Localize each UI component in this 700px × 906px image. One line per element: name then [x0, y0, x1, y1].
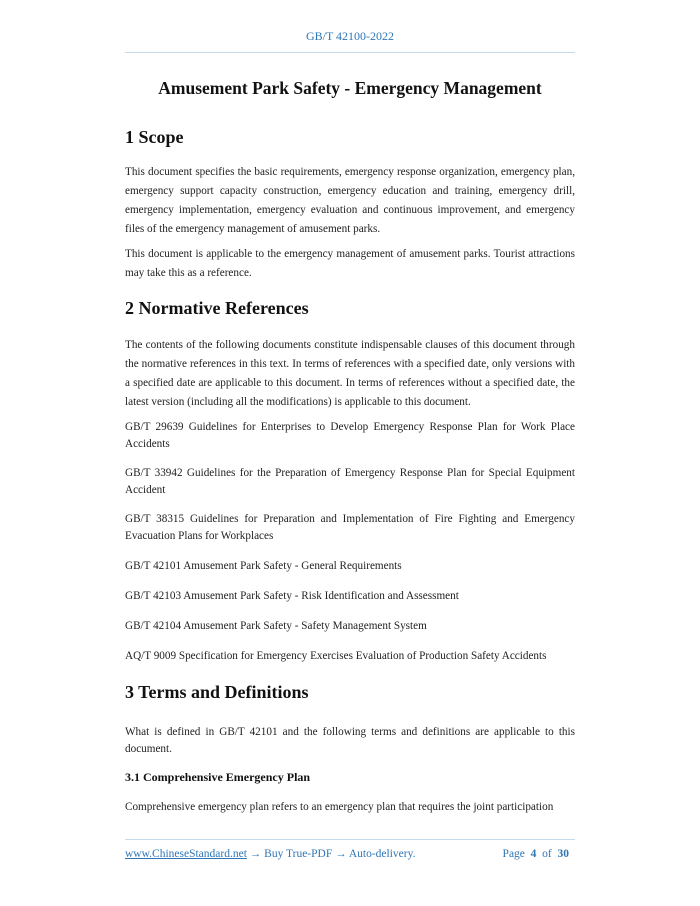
section-heading-normative-references: 2 Normative References — [125, 298, 309, 318]
header-doc-id: GB/T 42100-2022 — [305, 29, 395, 43]
paragraph: This document specifies the basic requirements, emergency response organization, emergency plan, emergency support capacity construction, emergency education and training, emergency drill, emergency implementation, emergency evaluation and continuous improvement, and emergency files of the emergency management of amusement parks. — [125, 166, 575, 235]
paragraph: The contents of the following documents constitute indispensable clauses of this document through the normative references in this text. In terms of references with a specified date, only versions with a specified date are applicable to this document. In terms of references without a specified date, the latest version (including all the modifications) is applicable to this document. — [125, 339, 575, 408]
footer-link[interactable]: www.ChineseStandard.net — [125, 848, 247, 860]
page-label: Page — [502, 848, 525, 860]
paragraph: This document is applicable to the emergency management of amusement parks. Tourist attractions may take this as a reference. — [125, 248, 575, 279]
page-title: Amusement Park Safety - Emergency Management — [158, 78, 542, 98]
footer-divider — [125, 839, 575, 840]
reference-item: AQ/T 9009 Specification for Emergency Exercises Evaluation of Production Safety Accidents — [125, 650, 547, 662]
reference-item: GB/T 42101 Amusement Park Safety - General Requirements — [125, 560, 402, 572]
current-page: 4 — [530, 848, 537, 860]
reference-item: GB/T 38315 Guidelines for Preparation and Implementation of Fire Fighting and Emergency Evacuation Plans for Workplaces — [125, 513, 575, 542]
subsection-heading: 3.1 Comprehensive Emergency Plan — [125, 770, 311, 784]
footer — [125, 848, 575, 860]
of-label: of — [542, 848, 552, 860]
reference-item: GB/T 29639 Guidelines for Enterprises to Develop Emergency Response Plan for Work Place Accidents — [125, 421, 575, 450]
section-heading-terms-definitions: 3 Terms and Definitions — [125, 682, 309, 702]
paragraph: Comprehensive emergency plan refers to an emergency plan that requires the joint participation — [125, 801, 554, 813]
footer-promo: → Buy True-PDF → Auto-delivery. — [246, 848, 416, 860]
reference-item: GB/T 33942 Guidelines for the Preparation of Emergency Response Plan for Special Equipment Accident — [125, 467, 575, 496]
reference-item: GB/T 42104 Amusement Park Safety - Safety Management System — [125, 620, 427, 632]
total-pages: 30 — [557, 848, 569, 860]
paragraph: What is defined in GB/T 42101 and the following terms and definitions are applicable to this document. — [125, 726, 575, 755]
section-heading-scope: 1 Scope — [125, 127, 184, 147]
reference-item: GB/T 42103 Amusement Park Safety - Risk Identification and Assessment — [125, 590, 459, 602]
page-number — [503, 848, 569, 860]
header-divider — [125, 52, 575, 53]
